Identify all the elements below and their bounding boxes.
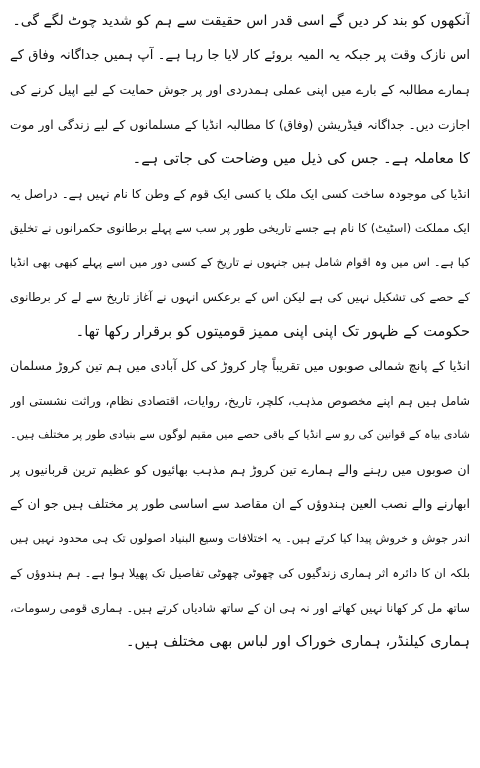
text-line: ایک مملکت (اسٹیٹ) کا نام ہے جسے تاریخی طور پر سب سے پہلے برطانوی حکمرانوں نے تخلیق [10,221,470,235]
text-line: کیا ہے۔ اس میں وہ اقوام شامل ہیں جنہوں نے تاریخ کے کسی دور میں اسے پہلے کبھی بھی انڈیا [10,255,470,269]
text-line: اجازت دیں۔ جداگانہ فیڈریشن (وفاق) کا مطالبہ انڈیا کے مسلمانوں کے لیے زندگی اور موت [10,117,470,132]
text-line: شامل ہیں ہم اپنے مخصوص مذہب، کلچر، تاریخ، روایات، اقتصادی نظام، وراثت نشستی اور [10,393,470,408]
text-line: آنکھوں کو بند کر دیں گے اسی قدر اس حقیقت سے ہم کو شدید چوٹ لگے گی۔ [12,13,470,29]
text-line: بلکہ ان کا دائرہ اثر ہماری زندگیوں کی چھوٹی چھوٹی تفاصیل تک پھیلا ہوا ہے۔ ہم ہندوؤں کے [10,566,470,580]
text-line: ابھارنے والے نصب العین ہندوؤں کے ان مقاصد سے اساسی طور پر مختلف ہیں جو ان کے [10,496,470,511]
text-line: ان صوبوں میں رہنے والے ہمارے تین کروڑ ہم مذہب بھائیوں کو عظیم ترین قربانیوں پر [10,461,470,477]
text-line: ساتھ مل کر کھانا نہیں کھاتے اور نہ ہی ان کے ساتھ شادیاں کرتے ہیں۔ ہماری قومی رسومات، [10,600,470,615]
text-line: ہمارے مطالبہ کے بارے میں اپنی عملی ہمدردی اور پر جوش حمایت کے لیے اپیل کرنے کی [10,82,470,97]
text-line: اندر جوش و خروش پیدا کیا کرتے ہیں۔ یہ اختلافات وسیع البنیاد اصولوں تک ہی محدود نہیں ہیں [10,531,470,545]
text-line: کا معاملہ ہے۔ جس کی ذیل میں وضاحت کی جاتی ہے۔ [132,150,470,167]
text-line: انڈیا کی موجودہ ساخت کسی ایک ملک یا کسی ایک قوم کے وطن کا نام نہیں ہے۔ دراصل یہ [10,186,470,201]
text-line: حکومت کے ظہور تک اپنی اپنی ممیز قومیتوں کو برقرار رکھا تھا۔ [75,322,470,340]
text-line: شادی بیاہ کے قوانین کی رو سے انڈیا کے باقی حصے میں مقیم لوگوں سے بنیادی طور پر مختلف ہیں۔ [10,428,470,441]
urdu-text-block [10,4,470,660]
text-line: اس نازک وقت پر جبکہ یہ المیہ بروئے کار لایا جا رہا ہے۔ آپ ہمیں جداگانہ وفاق کے [10,47,470,63]
text-line: کے حصے کی تشکیل نہیں کی ہے لیکن اس کے برعکس انہوں نے آغاز تاریخ سے لے کر برطانوی [10,290,470,304]
text-line: ہماری کیلنڈر، ہماری خوراک اور لباس بھی مختلف ہیں۔ [125,633,470,650]
text-line: انڈیا کے پانچ شمالی صوبوں میں تقریباً چار کروڑ کی کل آبادی میں ہم تین کروڑ مسلمان [10,358,470,373]
